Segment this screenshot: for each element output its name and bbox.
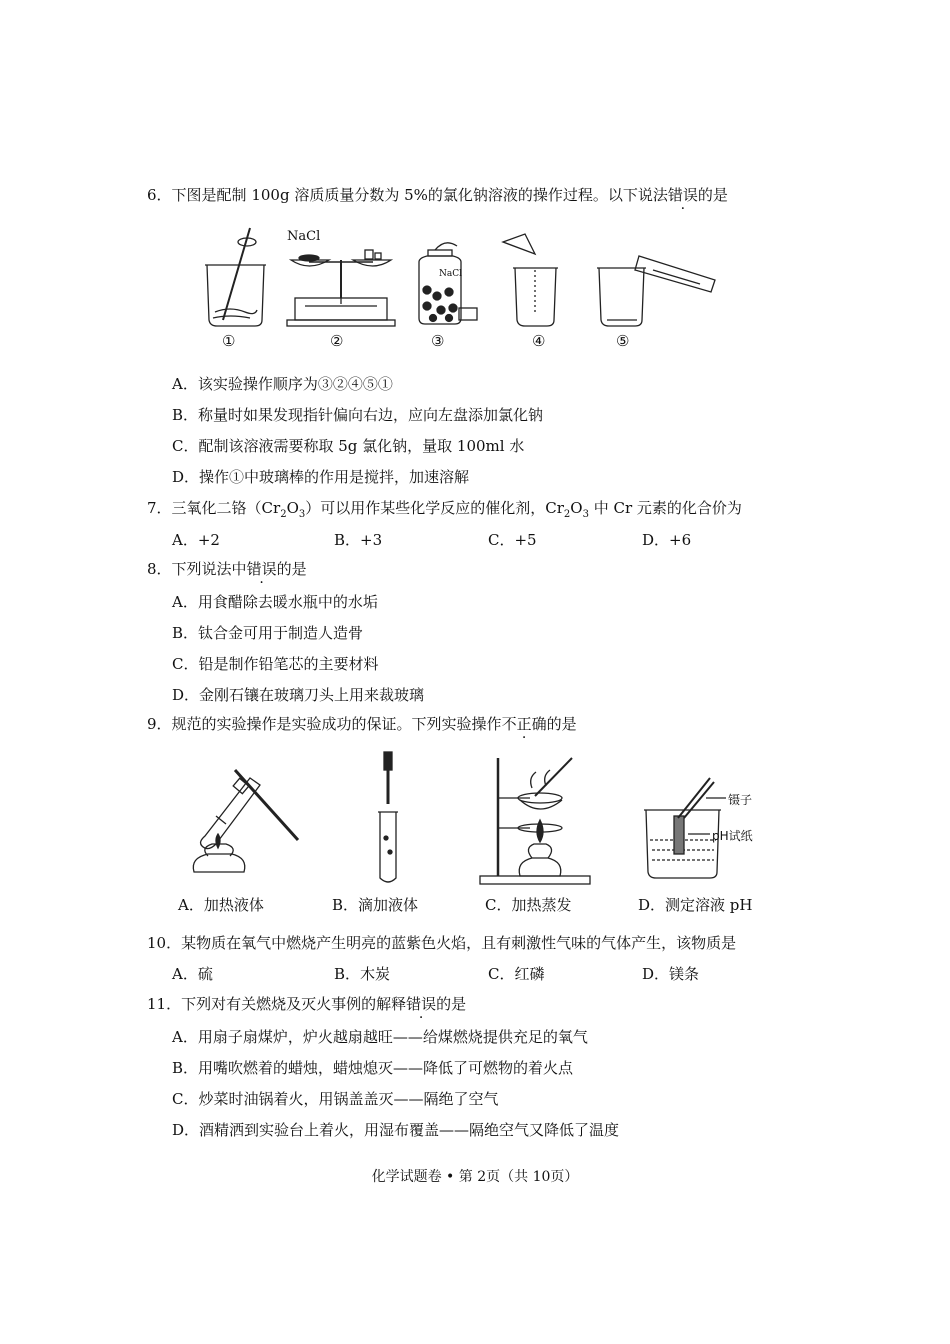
q9-stem-text: 规范的实验操作是实验成功的保证。下列实验操作 [171,715,502,733]
q11-number: 11． [147,995,182,1013]
q11-emphasis: 错误 [406,995,437,1013]
q8-number: 8． [147,560,172,578]
pouring-water-diagram [597,256,715,326]
q6-figure [195,220,735,330]
q6-option-b: B．称量时如果发现指针偏向右边，应向左盘添加氯化钠 [172,406,544,424]
q7-option-b: B．+3 [334,531,383,549]
q11-option-d: D．酒精洒到实验台上着火，用湿布覆盖——隔绝空气又降低了温度 [172,1121,620,1139]
q8-emphasis: 错误 [246,560,277,578]
q7-stem-a: 三氧化二铬（Cr [171,499,281,517]
q8-stem-text: 下列说法中 [171,560,247,578]
q10-option-c: C．红磷 [488,965,545,983]
ph-test-diagram [644,778,726,878]
q8-option-d: D．金刚石镶在玻璃刀头上用来裁玻璃 [172,686,425,704]
q11-option-a: A．用扇子扇煤炉，炉火越扇越旺——给煤燃烧提供充足的氧气 [172,1028,588,1046]
reagent-bottle-diagram [419,243,477,324]
pouring-powder-diagram [503,234,558,326]
q9-caption-c: C．加热蒸发 [485,896,572,914]
q10-number: 10． [147,934,182,952]
heating-liquid-diagram [193,770,298,872]
ph-paper-label: pH试纸 [712,829,753,843]
fig-label-5: ⑤ [616,332,630,350]
q7-stem-e: 中 Cr 元素的化合价为 [588,499,742,517]
q11-stem-end: 的是 [436,995,467,1013]
q7-number: 7． [147,499,172,517]
q8-option-a: A．用食醋除去暖水瓶中的水垢 [172,593,378,611]
q7-sub-1: 2 [280,509,287,520]
q11-stem [147,994,466,1014]
q8-option-b: B．钛合金可用于制造人造骨 [172,624,364,642]
q7-option-d: D．+6 [642,531,692,549]
q7-sub-2: 3 [298,509,306,520]
q10-option-d: D．镁条 [642,965,700,983]
q8-stem-end: 的是 [276,560,307,578]
q11-option-c: C．炒菜时油锅着火，用锅盖盖灭——隔绝了空气 [172,1090,499,1108]
q6-option-d: D．操作①中玻璃棒的作用是搅拌，加速溶解 [172,468,470,486]
fig-label-3: ③ [431,332,445,350]
q11-option-b: B．用嘴吹燃着的蜡烛，蜡烛熄灭——降低了可燃物的着火点 [172,1059,574,1077]
fig-label-1: ① [222,332,236,350]
q7-option-c: C．+5 [488,531,537,549]
fig-label-4: ④ [532,332,546,350]
evaporation-diagram [480,758,590,884]
nacl-label: NaCl [287,229,321,244]
q11-stem-text: 下列对有关燃烧及灭火事例的解释 [181,995,407,1013]
q9-stem-end: 的是 [546,715,577,733]
q7-option-a: A．+2 [172,531,220,549]
q8-option-c: C．铅是制作铅笔芯的主要材料 [172,655,379,673]
balance-diagram [287,250,395,326]
beaker-stirring-diagram [205,228,266,326]
dropping-liquid-diagram [378,752,398,882]
q10-stem-text: 某物质在氧气中燃烧产生明亮的蓝紫色火焰，且有刺激性气味的气体产生，该物质是 [181,934,737,952]
q9-emphasis: 不正确 [501,715,547,733]
q9-stem [147,714,577,734]
fig-label-2: ② [330,332,344,350]
q6-stem-text: 下图是配制 100g 溶质质量分数为 5%的氯化钠溶液的操作过程。以下说法 [171,186,668,204]
q10-option-a: A．硫 [172,965,213,983]
q7-sub-3: 2 [563,509,571,520]
q7-stem-d: O [570,499,583,517]
q7-sub-4: 3 [582,509,589,520]
q9-caption-b: B．滴加液体 [332,896,419,914]
q6-stem [147,185,728,205]
q10-stem [147,933,736,953]
q7-stem-c: ）可以用作某些化学反应的催化剂，Cr [305,499,564,517]
bottle-label: NaCl [439,269,463,279]
page-footer: 化学试题卷 • 第 2页（共 10页） [371,1169,579,1185]
q6-stem-end: 的是 [697,186,728,204]
q9-figure [180,748,780,888]
q10-option-b: B．木炭 [334,965,391,983]
q7-stem [147,498,742,525]
q6-option-c: C．配制该溶液需要称取 5g 氯化钠，量取 100ml 水 [172,437,525,455]
q9-caption-a: A．加热液体 [178,896,264,914]
q6-emphasis: 错误 [667,186,698,204]
q8-stem [147,559,307,579]
q7-stem-b: O [286,499,299,517]
tweezers-label: 镊子 [728,793,753,807]
q9-caption-d: D．测定溶液 pH [638,896,753,914]
q9-number: 9． [147,715,172,733]
q6-option-a: A．该实验操作顺序为③②④⑤① [172,375,393,393]
q6-number: 6． [147,186,172,204]
